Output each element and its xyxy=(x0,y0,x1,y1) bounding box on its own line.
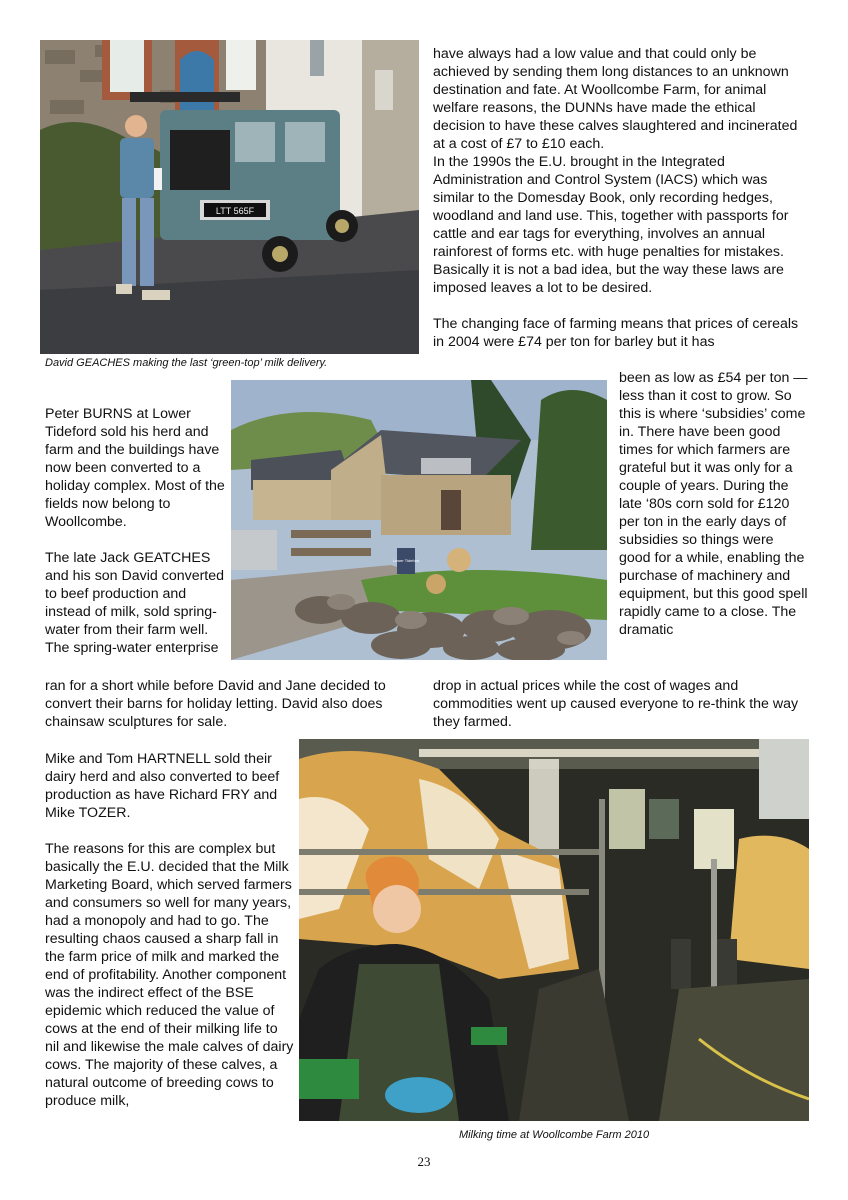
left-bottom-text xyxy=(45,750,295,1110)
caption-milking-time: Milking time at Woollcombe Farm 2010 xyxy=(458,1129,650,1141)
right-narrow-text: been as low as £54 per ton — less than it cost to grow. So this is where ‘subsidies’ come in. There have been good times for which farmers are grateful but it was only for a couple of years. During the late ‘80s corn sold for £120 per ton in the early days of subsidies so things were good for a while, enabling the purchase of machinery and equipment, but this good spell rapidly came to a close. The dramatic xyxy=(619,370,808,638)
caption-milk-delivery: David GEACHES making the last ‘green-top’ milk delivery. xyxy=(45,357,328,369)
paragraph-calves: have always had a low value and that could only be achieved by sending them long distances to an unknown destination and fate. At Woollcombe Farm, for animal welfare reasons, the DUNNs have made the ethical decision to have these calves slaughtered and incinerated at a cost of £7 to £10 each. xyxy=(433,46,798,152)
photo-milk-delivery xyxy=(40,40,419,354)
page-number: 23 xyxy=(417,1154,431,1169)
paragraph-hartnell: Mike and Tom HARTNELL sold their dairy herd and also converted to beef production as have Richard FRY and Mike TOZER. xyxy=(45,751,280,821)
photo-milking-parlour xyxy=(299,739,809,1121)
paragraph-iacs: In the 1990s the E.U. brought in the Integrated Administration and Control System (IACS) which was similar to the Domesday Book, only recording hedges, woodland and land use. This, together with passports for cattle and ear tags for everything, involves an annual rainforest of forms etc. with huge penalties for mistakes. Basically it is not a bad idea, but the way these laws are imposed leaves a lot to be desired. xyxy=(433,154,789,296)
left-narrow-text xyxy=(45,405,227,657)
paragraph-geatches: The late Jack GEATCHES and his son David converted to beef production and instead of milk, sold spring-water from their farm well. The spring-water enterprise xyxy=(45,550,225,656)
paragraph-milk-marketing: The reasons for this are complex but basically the E.U. decided that the Milk Marketing Board, which served farmers and consumers so well for many years, had a monopoly and had to go. The resulting chaos caused a sharp fall in the farm price of milk and marked the end of profitability. Another component was the indirect effect of the BSE epidemic which reduced the value of cows at the end of their milking life to nil and likewise the male calves of dairy cows. The majority of these calves, a natural outcome of breeding cows to produce milk, xyxy=(45,841,294,1109)
farm-sign-text: Lower Tideford xyxy=(392,558,420,563)
photo-holiday-complex xyxy=(231,380,607,660)
number-plate-text: LTT 565F xyxy=(215,206,255,216)
paragraph-peter-burns: Peter BURNS at Lower Tideford sold his herd and farm and the buildings have now been converted to a holiday complex. Most of the fields now belong to Woollcombe. xyxy=(45,406,225,530)
right-wide-text: drop in actual prices while the cost of wages and commodities went up caused everyone to re-think the way they farmed. xyxy=(433,678,799,730)
right-column-top-text xyxy=(433,45,811,351)
paragraph-cereal-prices: The changing face of farming means that prices of cereals in 2004 were £74 per ton for barley but it has xyxy=(433,316,799,350)
left-wide-text: ran for a short while before David and Jane decided to convert their barns for holiday letting. David also does chainsaw sculptures for sale. xyxy=(45,678,386,730)
